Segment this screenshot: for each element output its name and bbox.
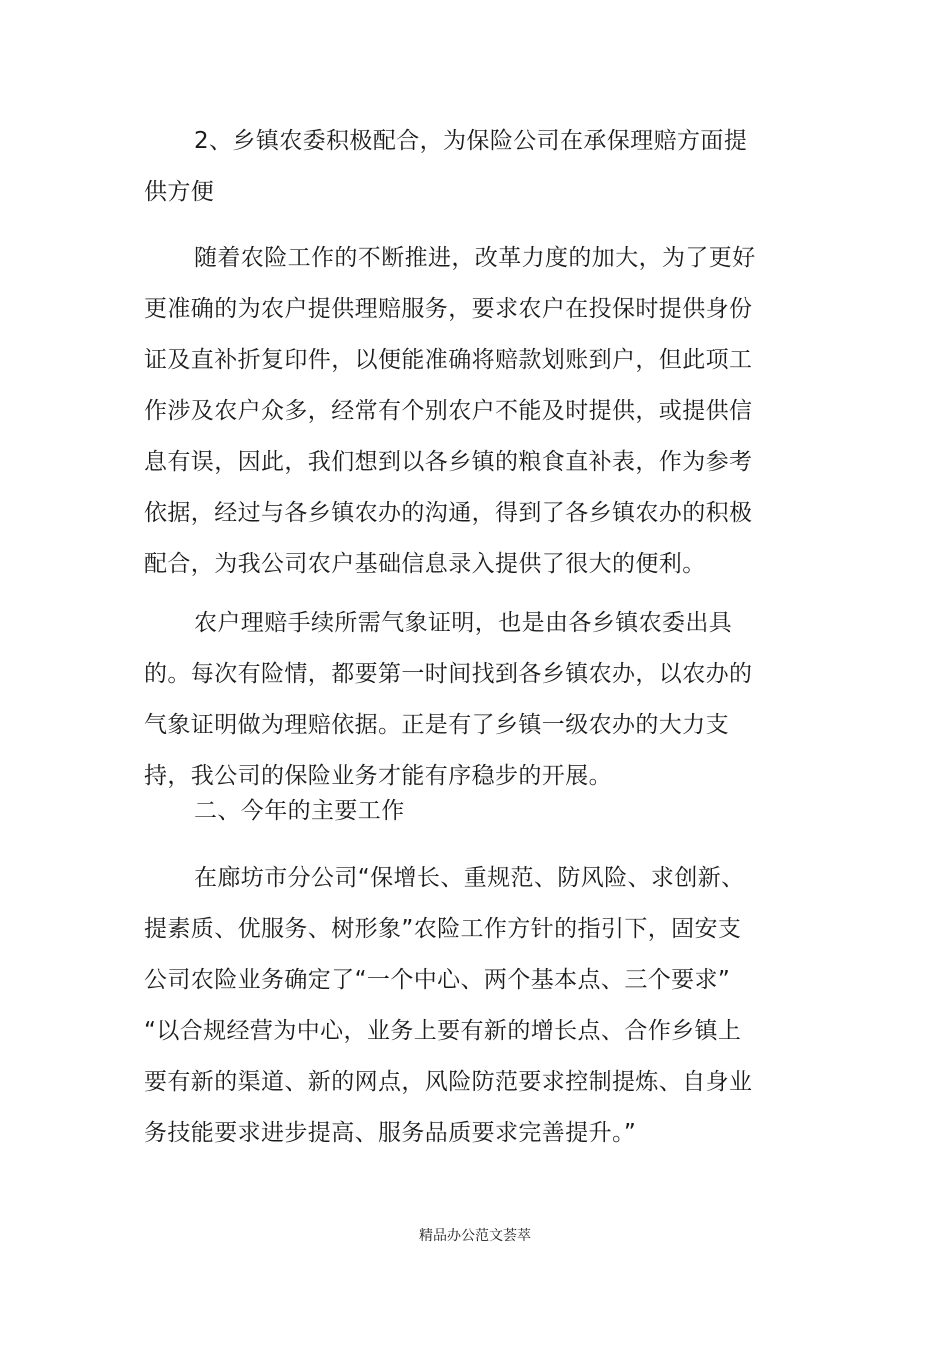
- paragraph-line: 息有误，因此，我们想到以各乡镇的粮食直补表，作为参考: [144, 449, 753, 475]
- paragraph-line: 供方便: [144, 179, 215, 205]
- page-footer: 精品办公范文荟萃: [419, 1228, 531, 1244]
- section-heading: [144, 786, 744, 837]
- paragraph-line: 要有新的渠道、新的网点，风险防范要求控制提炼、自身业: [144, 1069, 753, 1095]
- paragraph-line: 提素质、优服务、树形象”农险工作方针的指引下，固安支: [144, 916, 742, 942]
- paragraph-line: 依据，经过与各乡镇农办的沟通，得到了各乡镇农办的积极: [144, 500, 753, 526]
- paragraph-line: 在廊坊市分公司“保增长、重规范、防风险、求创新、: [194, 865, 745, 891]
- paragraph-line: 持，我公司的保险业务才能有序稳步的开展。: [144, 763, 612, 789]
- paragraph-line: 配合，为我公司农户基础信息录入提供了很大的便利。: [144, 551, 706, 577]
- paragraph-body: [144, 233, 756, 590]
- section-heading-text: 二、今年的主要工作: [194, 798, 405, 824]
- paragraph-line: 2、乡镇农委积极配合，为保险公司在承保理赔方面提: [194, 128, 748, 154]
- paragraph-line: 气象证明做为理赔依据。正是有了乡镇一级农办的大力支: [144, 712, 729, 738]
- paragraph-line: 的。每次有险情，都要第一时间找到各乡镇农办，以农办的: [144, 661, 753, 687]
- paragraph-line: “以合规经营为中心，业务上要有新的增长点、合作乡镇上: [144, 1018, 742, 1044]
- paragraph-line: 务技能要求进步提高、服务品质要求完善提升。”: [144, 1120, 637, 1146]
- paragraph-line: 随着农险工作的不断推进，改革力度的加大，为了更好: [194, 245, 756, 271]
- paragraph-heading-item-2: [144, 116, 748, 218]
- paragraph-body: [144, 853, 753, 1159]
- paragraph-body: [144, 598, 753, 802]
- paragraph-line: 作涉及农户众多，经常有个别农户不能及时提供，或提供信: [144, 398, 753, 424]
- paragraph-line: 公司农险业务确定了“一个中心、两个基本点、三个要求”: [144, 967, 731, 993]
- paragraph-line: 更准确的为农户提供理赔服务，要求农户在投保时提供身份: [144, 296, 753, 322]
- paragraph-line: 证及直补折复印件，以便能准确将赔款划账到户，但此项工: [144, 347, 753, 373]
- paragraph-line: 农户理赔手续所需气象证明，也是由各乡镇农委出具: [194, 610, 733, 636]
